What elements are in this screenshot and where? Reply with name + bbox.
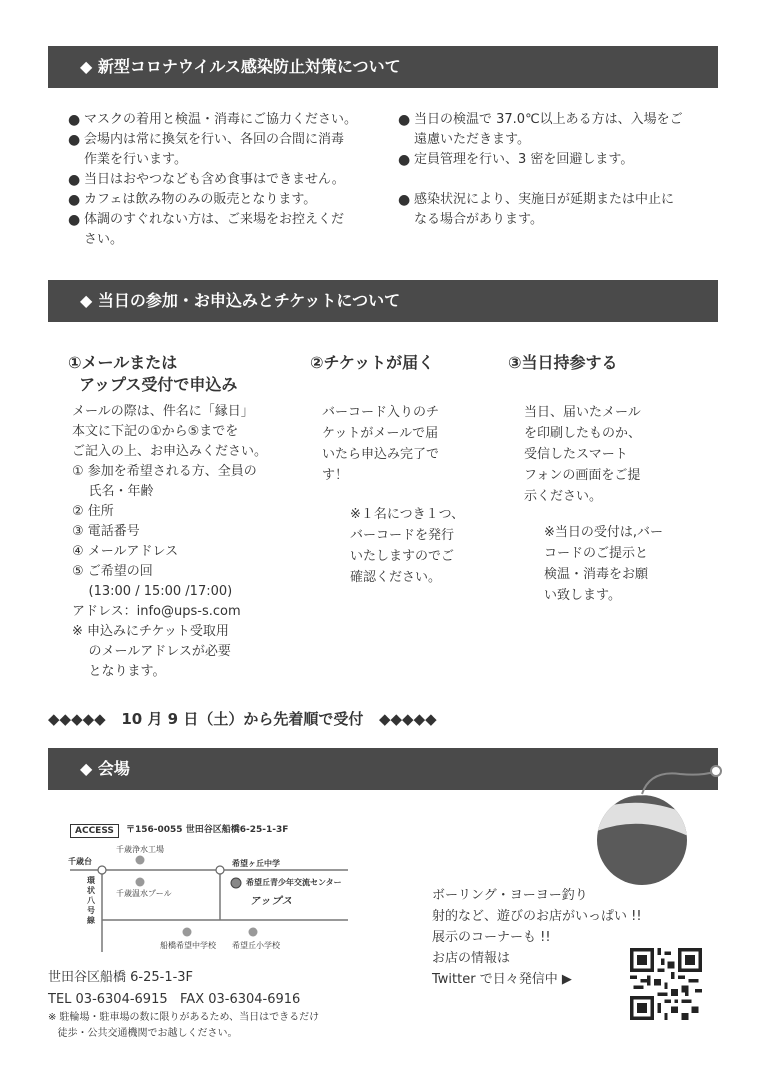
- bullet-icon: ●: [68, 112, 81, 128]
- reception-date-line: ◆◆◆◆◆ 10 月 9 日（土）から先着順で受付 ◆◆◆◆◆: [48, 710, 437, 728]
- bullet-icon: ●: [398, 192, 411, 208]
- qr-code-icon[interactable]: [630, 948, 702, 1020]
- access-map: [60, 820, 360, 960]
- covid-section-header: ◆ 新型コロナウイルス感染防止対策について: [48, 46, 718, 88]
- venue-section-header: ◆ 会場: [48, 748, 718, 790]
- map-label-chitosedai: 千歳台: [68, 857, 92, 866]
- covid-item-2: ● 会場内は常に換気を行い、各回の合間に消毒 作業を行います。: [68, 132, 345, 167]
- bullet-icon: ●: [398, 152, 411, 168]
- covid-item-4: ● カフェは飲み物のみの販売となります。: [68, 192, 317, 208]
- step3-body: 当日、届いたメール を印刷したものか、 受信したスマート フォンの画面をご提 示ください。: [524, 405, 642, 504]
- covid-item-3: ● 当日はおやつなども含め食事はできません。: [68, 172, 345, 188]
- covid-item-7: ● 定員管理を行い、3 密を回避します。: [398, 152, 634, 168]
- map-address: 〒156-0055 世田谷区船橋6-25-1-3F: [126, 825, 289, 835]
- step3-title: ③当日持参する: [508, 353, 618, 372]
- step2-body: バーコード入りのチ ケットがメールで届 いたら申込み完了で す！: [322, 405, 440, 483]
- map-label-kanpachi: 環状八号線: [87, 876, 95, 925]
- bullet-icon: ●: [398, 112, 411, 128]
- ups-logo: アップス: [250, 896, 293, 907]
- bullet-icon: ●: [68, 172, 81, 188]
- bullet-icon: ●: [68, 132, 81, 148]
- venue-parking-note: ※ 駐輪場・駐車場の数に限りがあるため、当日はできるだけ 徒歩・公共交通機関でお越しください。: [48, 1012, 320, 1039]
- step3-note: ※当日の受付は,バー コードのご提示と 検温・消毒をお願 い致します。: [544, 525, 664, 603]
- map-label-funabashi-jhs: 船橋希望中学校: [160, 941, 216, 950]
- map-label-kibougaoka-es: 希望丘小学校: [232, 941, 280, 950]
- bullet-icon: ●: [68, 212, 81, 228]
- map-roads: [60, 820, 360, 960]
- yoyo-balloon-illustration: [590, 760, 730, 890]
- step1-title: ①メールまたは アップス受付で申込み: [68, 353, 238, 394]
- map-label-pool: 千歳温水プール: [116, 889, 172, 898]
- covid-item-5: ● 体調のすぐれない方は、ご来場をお控えくだ さい。: [68, 212, 345, 247]
- access-label: ACCESS: [70, 824, 119, 838]
- covid-item-6: ● 当日の検温で 37.0℃以上ある方は、入場をご 遠慮いただきます。: [398, 112, 683, 147]
- bullet-icon: ●: [68, 192, 81, 208]
- step2-title: ②チケットが届く: [310, 353, 435, 372]
- covid-item-8: ● 感染状況により、実施日が延期または中止に なる場合があります。: [398, 192, 675, 227]
- step1-body: メールの際は、件名に「縁日」 本文に下記の①から⑤までを ご記入の上、お申込みください。 ① 参加を希望される方、全員の 氏名・年齢 ② 住所 ③ 電話番号 ④ メールアドレス ⑤ ご希望の回 (13:00 / 15:00 /17:00) アドレス：info@ups-s.com ※ 申込みにチケット受取用 のメールアドレスが必要 となります。: [72, 404, 268, 679]
- venue-address: 世田谷区船橋 6-25-1-3F: [48, 970, 194, 985]
- venue-tel-fax: TEL 03-6304-6915 FAX 03-6304-6916: [48, 992, 301, 1007]
- map-label-chitose-factory: 千歳浄水工場: [116, 845, 164, 854]
- map-label-kibougaoka-jhs: 希望ヶ丘中学: [232, 859, 280, 868]
- covid-item-1: ● マスクの着用と検温・消毒にご協力ください。: [68, 112, 358, 128]
- entry-section-header: ◆ 当日の参加・お申込みとチケットについて: [48, 280, 718, 322]
- map-label-center: 希望丘青少年交流センター: [246, 878, 342, 887]
- step2-note: ※１名につき１つ、 バーコードを発行 いたしますのでご 確認ください。: [350, 507, 465, 585]
- event-promo-text: ボーリング・ヨーヨー釣り 射的など、遊びのお店がいっぱい !! 展示のコーナーも !! お店の情報は Twitter で日々発信中 ▶: [432, 888, 642, 987]
